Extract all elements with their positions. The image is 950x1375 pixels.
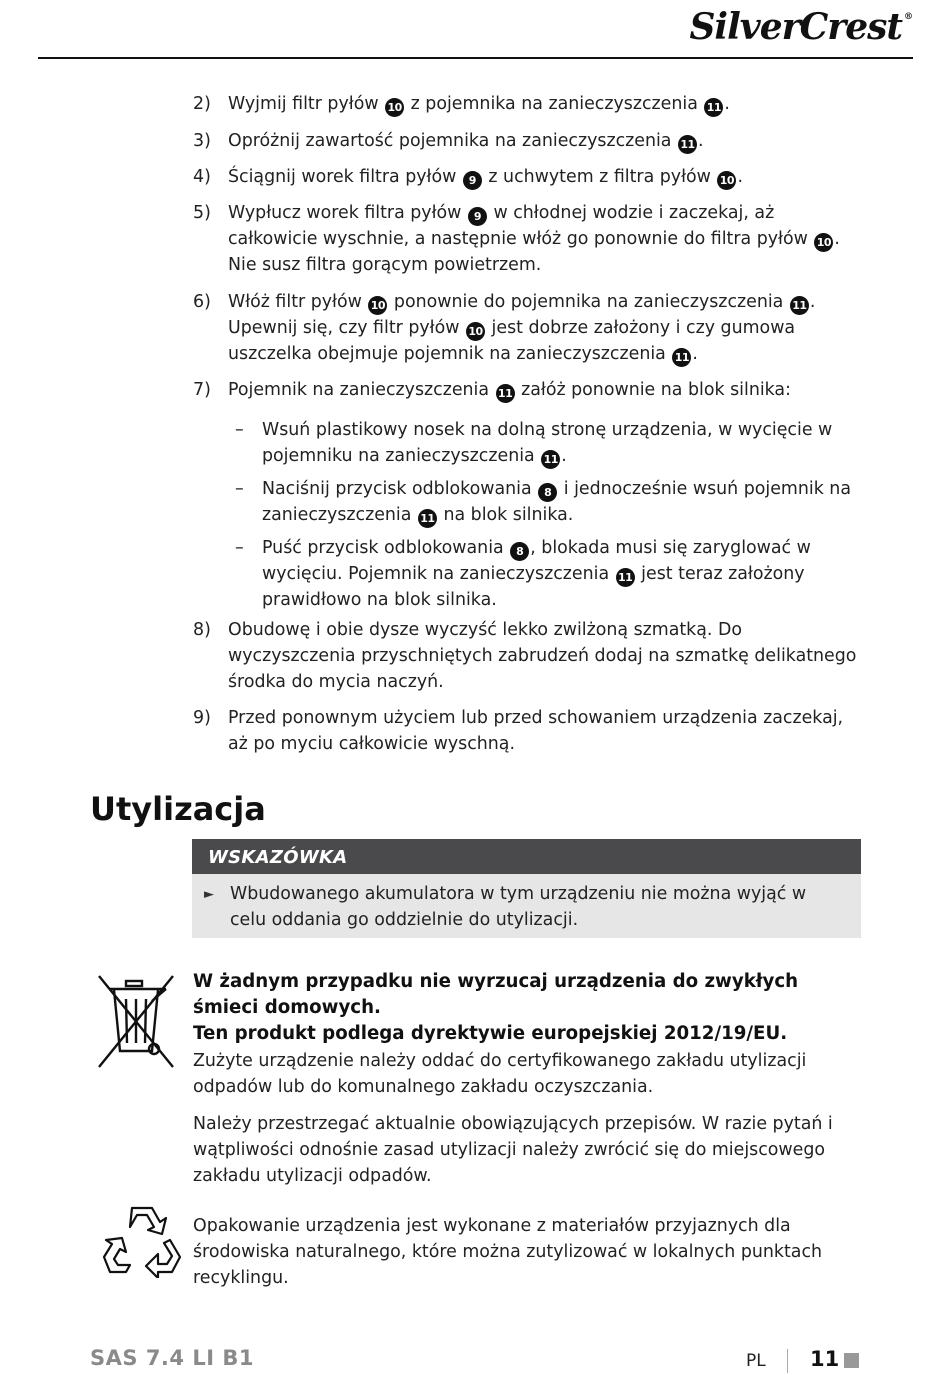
- disposal-paragraph: Zużyte urządzenie należy oddać do certyfikowanego zakładu utylizacji odpadów lub do komunalnego zakładu oczyszczania.: [193, 1051, 807, 1097]
- step-number: 2): [193, 94, 211, 114]
- step-number: 9): [193, 708, 211, 728]
- footer-divider: [787, 1349, 788, 1373]
- step-number: 7): [193, 380, 211, 400]
- step-item: [193, 289, 863, 367]
- reference-number-badge: 11: [616, 568, 635, 587]
- step-text: Wypłucz worek filtra pyłów 9 w chłodnej wodzie i zaczekaj, aż całkowicie wyschnie, a następnie włóż go ponownie do filtra pyłów 10 . Nie susz filtra gorącym powietrzem.: [228, 203, 840, 275]
- crossed-out-bin-icon: [96, 973, 176, 1070]
- brand-logo: SilverCrest ®: [689, 6, 912, 48]
- substep-item: [235, 417, 863, 469]
- step-item: [193, 617, 863, 695]
- disposal-directive: Ten produkt podlega dyrektywie europejskiej 2012/19/EU.: [193, 1023, 788, 1044]
- step-number: 6): [193, 292, 211, 312]
- reference-number-badge: 10: [717, 171, 736, 190]
- step-text: Włóż filtr pyłów 10 ponownie do pojemnika na zanieczyszczenia 11 . Upewnij się, czy filtr pyłów 10 jest dobrze założony i czy gumowa uszczelka obejmuje pojemnik na zanieczyszczenia 11 .: [228, 289, 863, 367]
- substep-dash: –: [235, 479, 244, 499]
- substep-text: Puść przycisk odblokowania 8 , blokada musi się zaryglować w wycięciu. Pojemnik na zanieczyszczenia 11 jest teraz założony prawidłowo na blok silnika.: [262, 538, 811, 610]
- substep-text: Wsuń plastikowy nosek na dolną stronę urządzenia, w wycięcie w pojemniku na zanieczyszczenia 11 .: [262, 417, 863, 469]
- step-item: [193, 91, 863, 117]
- step-item: [193, 164, 863, 190]
- step-text: Obudowę i obie dysze wyczyść lekko zwilżoną szmatką. Do wyczyszczenia przyschniętych zabrudzeń dodaj na szmatkę delikatnego środka do mycia naczyń.: [228, 620, 857, 692]
- reference-number-badge: 9: [468, 207, 487, 226]
- reference-number-badge: 11: [790, 296, 809, 315]
- footer-model: SAS 7.4 LI B1: [90, 1346, 254, 1370]
- step-item: [193, 705, 863, 757]
- substep-item: [235, 535, 863, 613]
- reference-number-badge: 11: [678, 135, 697, 154]
- step-text: Przed ponownym użyciem lub przed schowaniem urządzenia zaczekaj, aż po myciu całkowicie wyschną.: [228, 708, 844, 754]
- header-rule: [38, 57, 913, 59]
- recycle-icon: [102, 1202, 184, 1278]
- reference-number-badge: 11: [418, 509, 437, 528]
- note-box: [192, 839, 861, 938]
- disposal-warning: W żadnym przypadku nie wyrzucaj urządzenia do zwykłych śmieci domowych.: [193, 971, 799, 1018]
- reference-number-badge: 10: [814, 233, 833, 252]
- reference-number-badge: 11: [672, 348, 691, 367]
- reference-number-badge: 10: [466, 322, 485, 341]
- step-number: 5): [193, 203, 211, 223]
- disposal-paragraph: Należy przestrzegać aktualnie obowiązujących przepisów. W razie pytań i wątpliwości odnośnie zasad utylizacji należy zwrócić się do miejscowego zakładu utylizacji odpadów.: [193, 1114, 833, 1186]
- step-number: 8): [193, 620, 211, 640]
- reference-number-badge: 11: [496, 384, 515, 403]
- section-title: Utylizacja: [90, 790, 266, 828]
- reference-number-badge: 9: [463, 171, 482, 190]
- step-text: Pojemnik na zanieczyszczenia 11 załóż ponownie na blok silnika:: [228, 377, 863, 403]
- substep-dash: –: [235, 420, 244, 440]
- substep-item: [235, 476, 863, 528]
- substep-dash: –: [235, 538, 244, 558]
- step-text: Wyjmij filtr pyłów 10 z pojemnika na zanieczyszczenia 11 .: [228, 91, 863, 117]
- note-body: [192, 874, 861, 938]
- square-marker-icon: [844, 1353, 859, 1368]
- reference-number-badge: 10: [368, 296, 387, 315]
- reference-number-badge: 8: [510, 542, 529, 561]
- note-heading: WSKAZÓWKA: [192, 839, 861, 874]
- substep-text: Naciśnij przycisk odblokowania 8 i jednocześnie wsuń pojemnik na zanieczyszczenia 11 na blok silnika.: [262, 476, 863, 528]
- note-text: Wbudowanego akumulatora w tym urządzeniu nie można wyjąć w celu oddania go oddzielnie do utylizacji.: [230, 884, 807, 930]
- reference-number-badge: 11: [541, 450, 560, 469]
- step-text: Ściągnij worek filtra pyłów 9 z uchwytem z filtra pyłów 10 .: [228, 164, 863, 190]
- step-item: [193, 128, 863, 154]
- footer-language: PL: [746, 1351, 766, 1371]
- page-number: 11: [810, 1347, 840, 1371]
- reference-number-badge: 10: [385, 98, 404, 117]
- step-item: [193, 377, 863, 403]
- packaging-paragraph: Opakowanie urządzenia jest wykonane z materiałów przyjaznych dla środowiska naturalnego, które można zutylizować w lokalnych punktach recyklingu.: [193, 1216, 823, 1288]
- arrow-right-icon: ►: [204, 887, 214, 902]
- step-number: 3): [193, 131, 211, 151]
- step-number: 4): [193, 167, 211, 187]
- step-item: [193, 200, 863, 278]
- step-text: Opróżnij zawartość pojemnika na zanieczyszczenia 11 .: [228, 128, 863, 154]
- reference-number-badge: 11: [704, 98, 723, 117]
- reference-number-badge: 8: [538, 483, 557, 502]
